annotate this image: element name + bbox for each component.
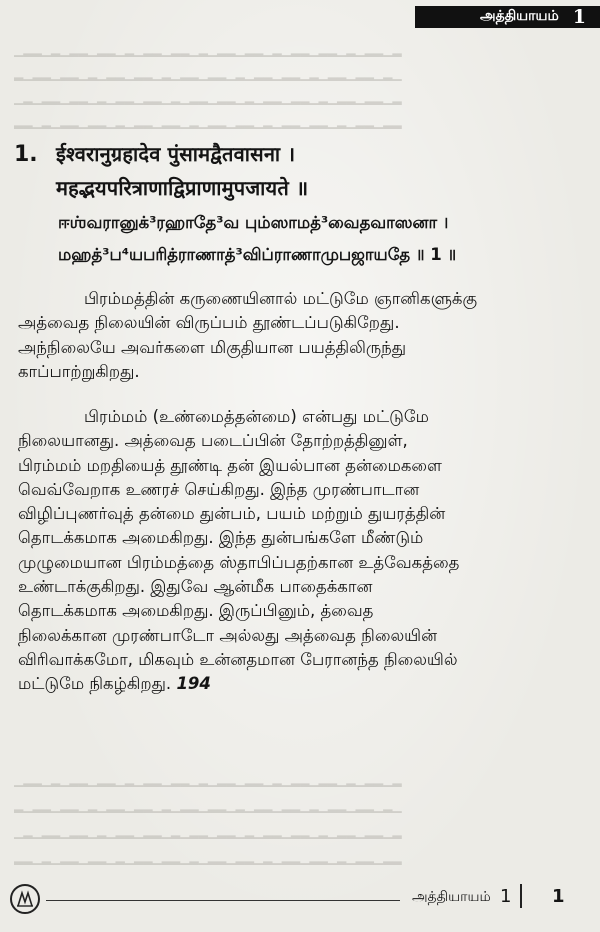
paragraph-1 [18, 287, 574, 384]
sanskrit-line-1: ईश्वरानुग्रहादेव पुंसामद्वैतवासना । [56, 142, 296, 166]
sanskrit-line-2: महद्भयपरित्राणाद्विप्राणामुपजायते ॥ [56, 176, 309, 200]
text-line: அந்நிலையே அவர்களை மிகுதியான பயத்திலிருந்து [18, 337, 407, 357]
show-through-text: ▁▂▂▁▂▁▂▂▁▂▂▁▂▁▂▂▁▂▂▁▂▁▂▂▁▂▂▁▂▁▂▂▁▂▂▁▂▁▂▂▁▂ [14, 773, 402, 787]
last-line-text: மட்டுமே நிகழ்கிறது. [18, 674, 172, 694]
page-number: 1 [552, 886, 565, 907]
publisher-logo-icon [10, 884, 40, 914]
show-through-text: ▂▁▂▂▁▂▂▁▂▁▂▂▁▂▂▁▂▁▂▂▁▂▂▁▂▁▂▂▁▂▂▁▂▁▂▂▁▂▂▁▂▁ [14, 67, 402, 81]
text-line: பிரம்மத்தின் கருணையினால் மட்டுமே ஞானிகளுக்கு [84, 289, 478, 308]
page-footer [0, 880, 600, 920]
footer-divider [520, 884, 522, 908]
text-line: வெவ்வேறாக உணரச் செய்கிறது. இந்த முரண்பாடான [18, 479, 420, 499]
text-line: முழுமையான பிரம்மத்தை ஸ்தாபிப்பதற்கான உத்வேகத்தை [18, 552, 460, 572]
text-line: பிரம்மம் மறதியைத் தூண்டி தன் இயல்பான தன்மைகளை [18, 455, 442, 475]
text-line: அத்வைத நிலையின் விருப்பம் தூண்டப்படுகிறேது. [18, 313, 400, 333]
chapter-tab [415, 6, 600, 28]
text-line: விரிவாக்கமோ, மிகவும் உன்னதமான பேரானந்த நிலையில் [18, 649, 458, 669]
show-through-text: ▂▂▁▂▁▂▂▁▂▂▁▂▁▂▂▁▂▂▁▂▁▂▂▁▂▂▁▂▁▂▂▁▂▂▁▂▁▂▂▁▂▂ [14, 115, 402, 129]
text-line: காப்பாற்றுகிறது. [18, 361, 140, 381]
text-line: தொடக்கமாக அமைகிறது. இந்த துன்பங்களே மீண்டும் [18, 528, 424, 548]
transliteration-line-2: மஹத்³ப⁴யபரித்ராணாத்³விப்ராணாமுபஜாயதே ॥ 1 ॥ [58, 245, 457, 264]
text-line: நிலையானது. அத்வைத படைப்பின் தோற்றத்தினுள், [18, 431, 408, 451]
text-line: பிரம்மம் (உண்மைத்தன்மை) என்பது மட்டுமே [84, 407, 429, 426]
chapter-title: அத்தியாயம் [480, 8, 559, 24]
show-through-text: ▂▂▁▂▁▂▂▁▂▂▁▂▁▂▂▁▂▂▁▂▁▂▂▁▂▂▁▂▁▂▂▁▂▂▁▂▁▂▂▁▂▂ [14, 851, 402, 865]
text-line [18, 672, 574, 696]
footer-rule [46, 900, 400, 901]
show-through-text: ▂▁▂▂▁▂▂▁▂▁▂▂▁▂▂▁▂▁▂▂▁▂▂▁▂▁▂▂▁▂▂▁▂▁▂▂▁▂▂▁▂▁ [14, 799, 402, 813]
show-through-text: ▁▂▁▂▂▁▂▂▁▂▁▂▂▁▂▂▁▂▁▂▂▁▂▂▁▂▁▂▂▁▂▂▁▂▁▂▂▁▂▂▁▂ [14, 825, 402, 839]
reference-number: 194 [176, 674, 211, 694]
footer-chapter-title: அத்தியாயம் [412, 889, 491, 905]
show-through-text: ▁▂▁▂▂▁▂▂▁▂▁▂▂▁▂▂▁▂▁▂▂▁▂▂▁▂▁▂▂▁▂▂▁▂▁▂▂▁▂▂▁▂ [14, 91, 402, 105]
transliteration-line-1: ஈஶ்வரானுக்³ரஹாதே³வ பும்ஸாமத்³வைதவாஸனா । [58, 213, 449, 232]
show-through-text: ▁▂▂▁▂▁▂▂▁▂▂▁▂▁▂▂▁▂▂▁▂▁▂▂▁▂▂▁▂▁▂▂▁▂▂▁▂▁▂▂▁▂ [14, 43, 402, 57]
text-line: தொடக்கமாக அமைகிறது. இருப்பினும், த்வைத [18, 601, 374, 621]
text-line: உண்டாக்குகிறது. இதுவே ஆன்மீக பாதைக்கான [18, 577, 373, 597]
text-line: நிலைக்கான முரண்பாடோ அல்லது அத்வைத நிலையின் [18, 625, 438, 645]
chapter-number: 1 [572, 6, 586, 28]
footer-chapter-number: 1 [500, 886, 512, 907]
paragraph-2 [18, 405, 574, 697]
text-line: விழிப்புணர்வுத் தன்மை துன்பம், பயம் மற்றும் துயரத்தின் [18, 504, 446, 524]
verse-number: 1. [14, 142, 38, 167]
verse-block [14, 140, 574, 208]
